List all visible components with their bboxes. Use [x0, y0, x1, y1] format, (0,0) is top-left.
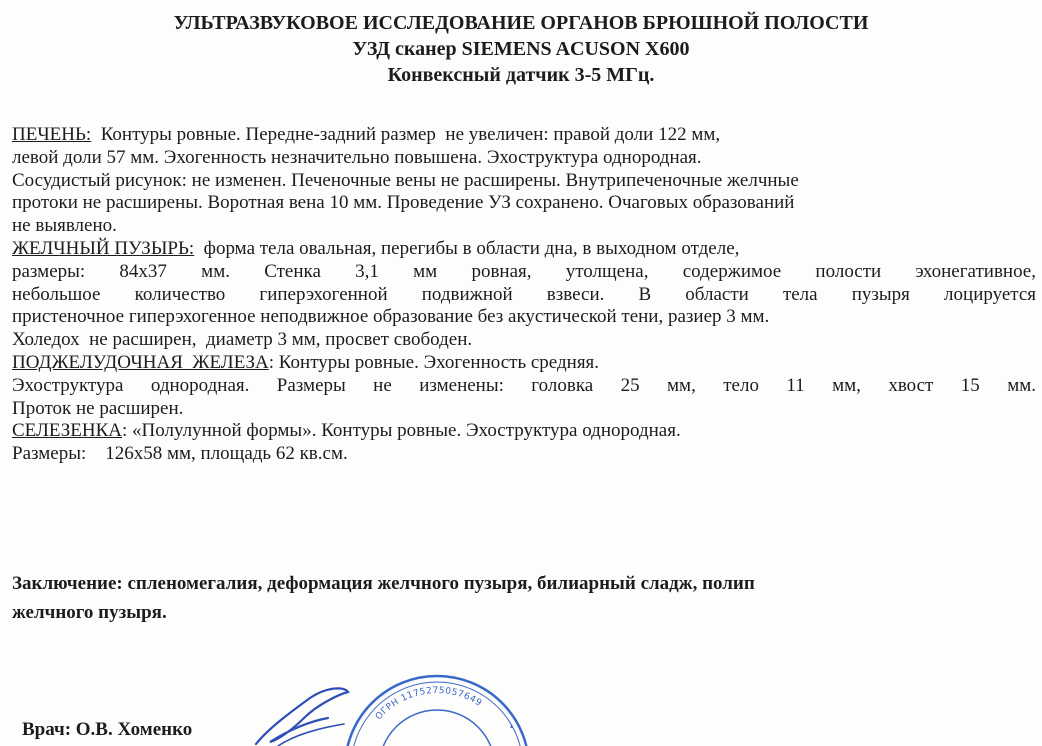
section-spleen: [12, 420, 1036, 466]
section-liver: [12, 124, 1036, 238]
gallbladder-line-5: Холедох не расширен, диаметр 3 мм, просвет свободен.: [12, 329, 473, 351]
spleen-line-1: : «Полулунной формы». Контуры ровные. Эхоструктура однородная.: [122, 420, 681, 442]
conclusion: [12, 569, 1012, 627]
svg-text:ОГРН 1175275057649: [374, 686, 483, 722]
report-title: УЛЬТРАЗВУКОВОЕ ИССЛЕДОВАНИЕ ОРГАНОВ БРЮШНОЙ ПОЛОСТИ: [173, 12, 869, 34]
pancreas-line-1: : Контуры ровные. Эхогенность средняя.: [268, 351, 600, 373]
probe-type: Конвексный датчик 3-5 МГц.: [387, 64, 655, 86]
liver-line-4: протоки не расширены. Воротная вена 10 мм. Проведение УЗ сохранено. Очаговых образований: [12, 192, 795, 214]
pancreas-label: ПОДЖЕЛУДОЧНАЯ ЖЕЛЕЗА: [12, 351, 269, 373]
pancreas-line-2: Эхоструктура однородная. Размеры не изменены: головка 25 мм, тело 11 мм, хвост 15 мм.: [12, 374, 1036, 396]
conclusion-line-2: желчного пузыря.: [12, 602, 167, 623]
section-pancreas: [12, 352, 1036, 420]
spleen-line-2: Размеры: 126х58 мм, площадь 62 кв.см.: [12, 443, 348, 465]
stamp-icon: [332, 670, 542, 746]
gallbladder-label: ЖЕЛЧНЫЙ ПУЗЫРЬ:: [12, 237, 195, 259]
liver-line-3: Сосудистый рисунок: не изменен. Печеночные вены не расширены. Внутрипеченочные желчные: [12, 169, 799, 191]
conclusion-line-1: Заключение: спленомегалия, деформация желчного пузыря, билиарный сладж, полип: [12, 573, 755, 594]
gallbladder-line-3: небольшое количество гиперэхогенной подвижной взвеси. В области тела пузыря лоцируется: [12, 283, 1036, 305]
report-body: [12, 124, 1036, 466]
liver-label: ПЕЧЕНЬ:: [12, 124, 92, 145]
svg-text:•: •: [509, 723, 515, 733]
spleen-label: СЕЛЕЗЕНКА: [12, 420, 122, 442]
gallbladder-line-4: пристеночное гиперэхогенное неподвижное образование без акустической тени, разиер 3 мм.: [12, 306, 770, 328]
liver-line-5: не выявлено.: [12, 215, 117, 237]
report-header: [0, 10, 1042, 88]
gallbladder-line-1: форма тела овальная, перегибы в области дна, в выходном отделе,: [194, 237, 740, 259]
section-gallbladder: [12, 238, 1036, 352]
liver-line-1: Контуры ровные. Передне-задний размер не увеличен: правой доли 122 мм,: [91, 124, 721, 145]
pancreas-line-3: Проток не расширен.: [12, 397, 184, 419]
doctor-name: Врач: О.В. Хоменко: [22, 719, 193, 740]
scanner-model: УЗД сканер SIEMENS ACUSON X600: [352, 38, 690, 60]
gallbladder-line-2: размеры: 84х37 мм. Стенка 3,1 мм ровная, утолщена, содержимое полости эхонегативное,: [12, 260, 1036, 282]
liver-line-2: левой доли 57 мм. Эхогенность незначительно повышена. Эхоструктура однородная.: [12, 146, 702, 168]
stamp-ogrn: ОГРН 1175275057649: [373, 685, 484, 723]
